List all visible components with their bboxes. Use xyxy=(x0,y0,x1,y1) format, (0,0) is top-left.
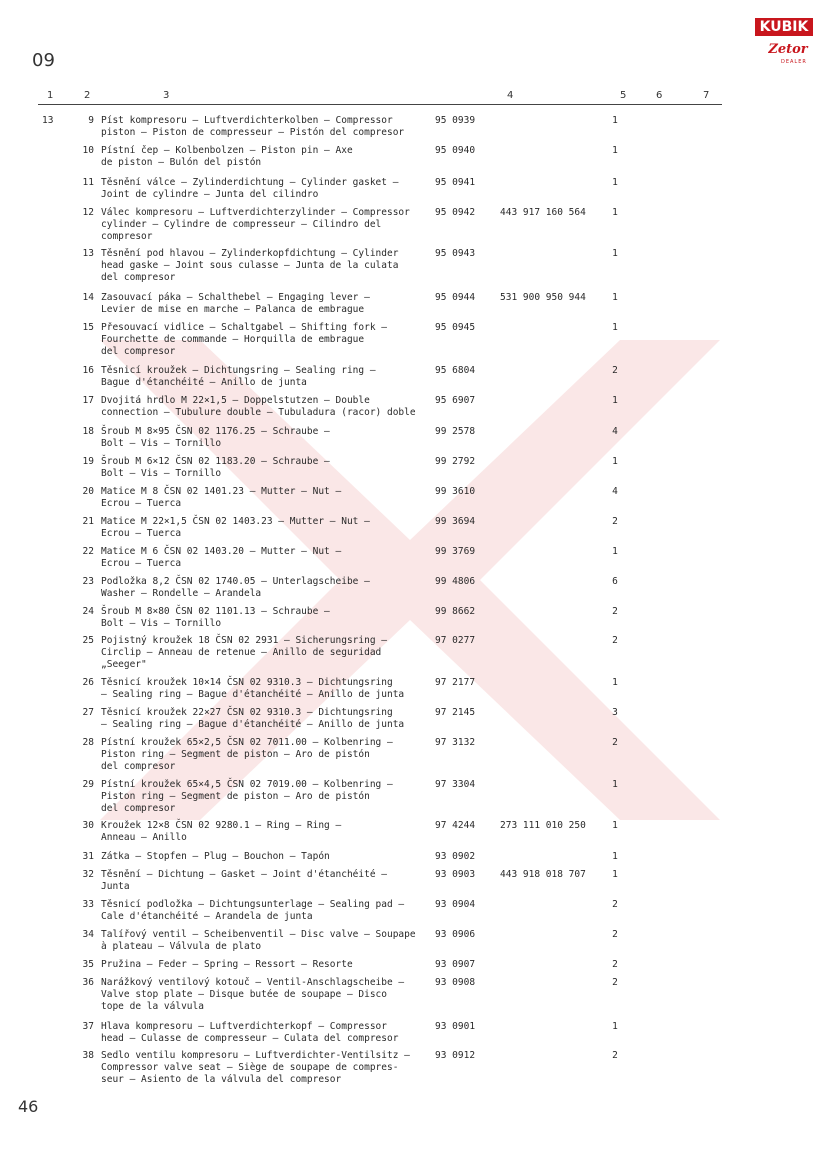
description-line: del compresor xyxy=(101,272,176,283)
description-line: „Seeger" xyxy=(101,659,147,670)
description-line: cylinder — Cylindre de compresseur — Cilindro del xyxy=(101,219,382,230)
description-line: Matice M 22×1,5 ČSN 02 1403.23 — Mutter — Nut — xyxy=(101,516,370,527)
quantity: 1 xyxy=(612,292,618,303)
quantity: 1 xyxy=(612,779,618,790)
page-code: 09 xyxy=(32,50,55,71)
description-line: — Sealing ring — Bague d'étanchéité — Anillo de junta xyxy=(101,719,405,730)
part-description xyxy=(101,869,426,893)
description-line: Pístní kroužek 65×4,5 ČSN 02 7019.00 — Kolbenring — xyxy=(101,779,393,790)
part-description xyxy=(101,737,426,773)
column-number: 5 xyxy=(620,90,627,101)
description-line: head — Culasse de compresseur — Culata del compresor xyxy=(101,1033,399,1044)
part-description xyxy=(101,820,426,844)
description-line: Junta xyxy=(101,881,130,892)
description-line: Dvojitá hrdlo M 22×1,5 — Doppelstutzen — Double xyxy=(101,395,370,406)
description-line: Sedlo ventilu kompresoru — Luftverdichter-Ventilsitz — xyxy=(101,1050,410,1061)
description-line: Šroub M 8×95 ČSN 02 1176.25 — Schraube — xyxy=(101,426,330,437)
part-number: 99 4806 xyxy=(435,576,476,587)
description-line: Zátka — Stopfen — Plug — Bouchon — Tapón xyxy=(101,851,330,862)
description-line: Valve stop plate — Disque butée de soupape — Disco xyxy=(101,989,387,1000)
position-number: 16 xyxy=(82,365,94,376)
description-line: — Sealing ring — Bague d'étanchéité — Anillo de junta xyxy=(101,689,405,700)
part-description xyxy=(101,248,426,284)
quantity: 1 xyxy=(612,546,618,557)
position-number: 9 xyxy=(88,115,94,126)
column-number: 2 xyxy=(84,90,91,101)
part-number: 93 0908 xyxy=(435,977,476,988)
description-line: Těsnicí kroužek 22×27 ČSN 02 9310.3 — Dichtungsring xyxy=(101,707,393,718)
part-description xyxy=(101,207,426,243)
quantity: 1 xyxy=(612,456,618,467)
position-number: 23 xyxy=(82,576,94,587)
description-line: Těsnění válce — Zylinderdichtung — Cylinder gasket — xyxy=(101,177,399,188)
part-description xyxy=(101,1021,426,1045)
description-line: head gaske — Joint sous culasse — Junta de la culata xyxy=(101,260,399,271)
position-number: 13 xyxy=(82,248,94,259)
quantity: 1 xyxy=(612,248,618,259)
description-line: Cale d'étanchéité — Arandela de junta xyxy=(101,911,313,922)
description-line: Podložka 8,2 ČSN 02 1740.05 — Unterlagscheibe — xyxy=(101,576,370,587)
position-number: 31 xyxy=(82,851,94,862)
quantity: 1 xyxy=(612,322,618,333)
position-number: 19 xyxy=(82,456,94,467)
quantity: 1 xyxy=(612,851,618,862)
description-line: Pístní čep — Kolbenbolzen — Piston pin — Axe xyxy=(101,145,353,156)
description-line: Ecrou — Tuerca xyxy=(101,558,182,569)
position-number: 27 xyxy=(82,707,94,718)
description-line: compresor xyxy=(101,231,153,242)
quantity: 3 xyxy=(612,707,618,718)
description-line: Šroub M 6×12 ČSN 02 1183.20 — Schraube — xyxy=(101,456,330,467)
position-number: 32 xyxy=(82,869,94,880)
part-number: 93 0903 xyxy=(435,869,476,880)
part-description xyxy=(101,959,426,971)
position-number: 18 xyxy=(82,426,94,437)
description-line: Bolt — Vis — Tornillo xyxy=(101,438,222,449)
description-line: Bolt — Vis — Tornillo xyxy=(101,618,222,629)
quantity: 1 xyxy=(612,677,618,688)
part-number: 99 2578 xyxy=(435,426,476,437)
part-number: 99 2792 xyxy=(435,456,476,467)
part-number: 99 3610 xyxy=(435,486,476,497)
column-number: 7 xyxy=(703,90,710,101)
part-description xyxy=(101,677,426,701)
description-line: Těsnicí kroužek — Dichtungsring — Sealing ring — xyxy=(101,365,376,376)
description-line: Bague d'étanchéité — Anillo de junta xyxy=(101,377,307,388)
part-description xyxy=(101,606,426,630)
description-line: del compresor xyxy=(101,346,176,357)
part-description xyxy=(101,977,426,1013)
position-number: 26 xyxy=(82,677,94,688)
part-number: 93 0902 xyxy=(435,851,476,862)
quantity: 1 xyxy=(612,1021,618,1032)
quantity: 1 xyxy=(612,115,618,126)
alternate-part-number: 531 900 950 944 xyxy=(500,292,586,303)
alternate-part-number: 443 918 018 707 xyxy=(500,869,586,880)
quantity: 2 xyxy=(612,606,618,617)
description-line: Matice M 8 ČSN 02 1401.23 — Mutter — Nut — xyxy=(101,486,342,497)
part-description xyxy=(101,635,426,671)
part-number: 93 0904 xyxy=(435,899,476,910)
description-line: Washer — Rondelle — Arandela xyxy=(101,588,262,599)
description-line: Pojistný kroužek 18 ČSN 02 2931 — Sicherungsring — xyxy=(101,635,387,646)
description-line: Ecrou — Tuerca xyxy=(101,528,182,539)
description-line: Těsnicí kroužek 10×14 ČSN 02 9310.3 — Dichtungsring xyxy=(101,677,393,688)
description-line: Levier de mise en marche — Palanca de embrague xyxy=(101,304,365,315)
part-number: 95 6907 xyxy=(435,395,476,406)
description-line: connection — Tubulure double — Tubuladura (racor) doble xyxy=(101,407,416,418)
part-number: 93 0907 xyxy=(435,959,476,970)
part-description xyxy=(101,177,426,201)
part-description xyxy=(101,426,426,450)
position-number: 30 xyxy=(82,820,94,831)
description-line: piston — Piston de compresseur — Pistón del compresor xyxy=(101,127,405,138)
description-line: Circlip — Anneau de retenue — Anillo de seguridad xyxy=(101,647,382,658)
part-number: 97 3304 xyxy=(435,779,476,790)
part-number: 97 3132 xyxy=(435,737,476,748)
part-description xyxy=(101,516,426,540)
header-rule xyxy=(38,104,722,105)
part-description xyxy=(101,929,426,953)
quantity: 2 xyxy=(612,959,618,970)
quantity: 6 xyxy=(612,576,618,587)
part-description xyxy=(101,576,426,600)
description-line: Píst kompresoru — Luftverdichterkolben — Compressor xyxy=(101,115,393,126)
column-number: 6 xyxy=(656,90,663,101)
description-line: Kroužek 12×8 ČSN 02 9280.1 — Ring — Ring — xyxy=(101,820,342,831)
position-number: 25 xyxy=(82,635,94,646)
part-description xyxy=(101,115,426,139)
quantity: 2 xyxy=(612,977,618,988)
part-number: 97 0277 xyxy=(435,635,476,646)
description-line: Bolt — Vis — Tornillo xyxy=(101,468,222,479)
part-number: 95 0945 xyxy=(435,322,476,333)
description-line: seur — Asiento de la válvula del compresor xyxy=(101,1074,342,1085)
group-number: 13 xyxy=(42,115,54,126)
column-number: 3 xyxy=(163,90,170,101)
description-line: Narážkový ventilový kotouč — Ventil-Anschlagscheibe — xyxy=(101,977,405,988)
position-number: 33 xyxy=(82,899,94,910)
part-number: 93 0912 xyxy=(435,1050,476,1061)
quantity: 2 xyxy=(612,635,618,646)
description-line: Těsnicí podložka — Dichtungsunterlage — Sealing pad — xyxy=(101,899,405,910)
part-description xyxy=(101,486,426,510)
quantity: 1 xyxy=(612,395,618,406)
column-number: 4 xyxy=(507,90,514,101)
logo-wordmark: KUBIK xyxy=(755,18,813,36)
part-number: 93 0906 xyxy=(435,929,476,940)
description-line: Pružina — Feder — Spring — Ressort — Resorte xyxy=(101,959,353,970)
part-description xyxy=(101,292,426,316)
part-description xyxy=(101,365,426,389)
part-number: 95 0942 xyxy=(435,207,476,218)
description-line: Fourchette de commande — Horquilla de embrague xyxy=(101,334,365,345)
position-number: 11 xyxy=(82,177,94,188)
description-line: Šroub M 8×80 ČSN 02 1101.13 — Schraube — xyxy=(101,606,330,617)
position-number: 21 xyxy=(82,516,94,527)
part-description xyxy=(101,145,426,169)
description-line: de piston — Bulón del pistón xyxy=(101,157,262,168)
position-number: 10 xyxy=(82,145,94,156)
quantity: 4 xyxy=(612,486,618,497)
description-line: à plateau — Válvula de plato xyxy=(101,941,262,952)
description-line: Pístní kroužek 65×2,5 ČSN 02 7011.00 — Kolbenring — xyxy=(101,737,393,748)
alternate-part-number: 273 111 010 250 xyxy=(500,820,586,831)
part-number: 95 0939 xyxy=(435,115,476,126)
description-line: del compresor xyxy=(101,803,176,814)
part-number: 95 6804 xyxy=(435,365,476,376)
description-line: del compresor xyxy=(101,761,176,772)
description-line: Těsnění pod hlavou — Zylinderkopfdichtung — Cylinder xyxy=(101,248,399,259)
part-description xyxy=(101,707,426,731)
quantity: 1 xyxy=(612,207,618,218)
description-line: Compressor valve seat — Siège de soupape de compres- xyxy=(101,1062,399,1073)
description-line: tope de la válvula xyxy=(101,1001,204,1012)
quantity: 2 xyxy=(612,929,618,940)
part-number: 95 0941 xyxy=(435,177,476,188)
description-line: Přesouvací vidlice — Schaltgabel — Shifting fork — xyxy=(101,322,387,333)
description-line: Anneau — Anillo xyxy=(101,832,187,843)
quantity: 4 xyxy=(612,426,618,437)
quantity: 1 xyxy=(612,177,618,188)
position-number: 29 xyxy=(82,779,94,790)
position-number: 38 xyxy=(82,1050,94,1061)
position-number: 35 xyxy=(82,959,94,970)
part-number: 99 8662 xyxy=(435,606,476,617)
quantity: 1 xyxy=(612,869,618,880)
quantity: 2 xyxy=(612,1050,618,1061)
kubik-zetor-logo xyxy=(755,14,815,72)
part-description xyxy=(101,779,426,815)
quantity: 1 xyxy=(612,145,618,156)
description-line: Piston ring — Segment de piston — Aro de pistón xyxy=(101,791,370,802)
position-number: 22 xyxy=(82,546,94,557)
part-number: 95 0940 xyxy=(435,145,476,156)
page-number: 46 xyxy=(18,1097,39,1116)
description-line: Matice M 6 ČSN 02 1403.20 — Mutter — Nut — xyxy=(101,546,342,557)
quantity: 2 xyxy=(612,365,618,376)
position-number: 24 xyxy=(82,606,94,617)
position-number: 20 xyxy=(82,486,94,497)
position-number: 14 xyxy=(82,292,94,303)
part-description xyxy=(101,851,426,863)
part-number: 93 0901 xyxy=(435,1021,476,1032)
part-number: 95 0944 xyxy=(435,292,476,303)
logo-dealer: DEALER xyxy=(781,59,807,65)
part-description xyxy=(101,899,426,923)
position-number: 17 xyxy=(82,395,94,406)
part-description xyxy=(101,456,426,480)
alternate-part-number: 443 917 160 564 xyxy=(500,207,586,218)
part-number: 99 3694 xyxy=(435,516,476,527)
description-line: Joint de cylindre — Junta del cilindro xyxy=(101,189,319,200)
part-description xyxy=(101,395,426,419)
position-number: 37 xyxy=(82,1021,94,1032)
part-number: 97 2177 xyxy=(435,677,476,688)
part-number: 97 2145 xyxy=(435,707,476,718)
logo-zetor: Zetor xyxy=(768,42,808,57)
quantity: 2 xyxy=(612,899,618,910)
quantity: 1 xyxy=(612,820,618,831)
column-number: 1 xyxy=(47,90,54,101)
part-number: 95 0943 xyxy=(435,248,476,259)
quantity: 2 xyxy=(612,516,618,527)
position-number: 36 xyxy=(82,977,94,988)
position-number: 34 xyxy=(82,929,94,940)
description-line: Zasouvací páka — Schalthebel — Engaging lever — xyxy=(101,292,370,303)
part-description xyxy=(101,322,426,358)
quantity: 2 xyxy=(612,737,618,748)
position-number: 28 xyxy=(82,737,94,748)
position-number: 12 xyxy=(82,207,94,218)
description-line: Válec kompresoru — Luftverdichterzylinder — Compressor xyxy=(101,207,410,218)
description-line: Piston ring — Segment de piston — Aro de pistón xyxy=(101,749,370,760)
part-number: 97 4244 xyxy=(435,820,476,831)
description-line: Talířový ventil — Scheibenventil — Disc valve — Soupape xyxy=(101,929,416,940)
position-number: 15 xyxy=(82,322,94,333)
part-description xyxy=(101,1050,426,1086)
description-line: Hlava kompresoru — Luftverdichterkopf — Compressor xyxy=(101,1021,387,1032)
description-line: Těsnění — Dichtung — Gasket — Joint d'étanchéité — xyxy=(101,869,387,880)
part-description xyxy=(101,546,426,570)
part-number: 99 3769 xyxy=(435,546,476,557)
description-line: Ecrou — Tuerca xyxy=(101,498,182,509)
